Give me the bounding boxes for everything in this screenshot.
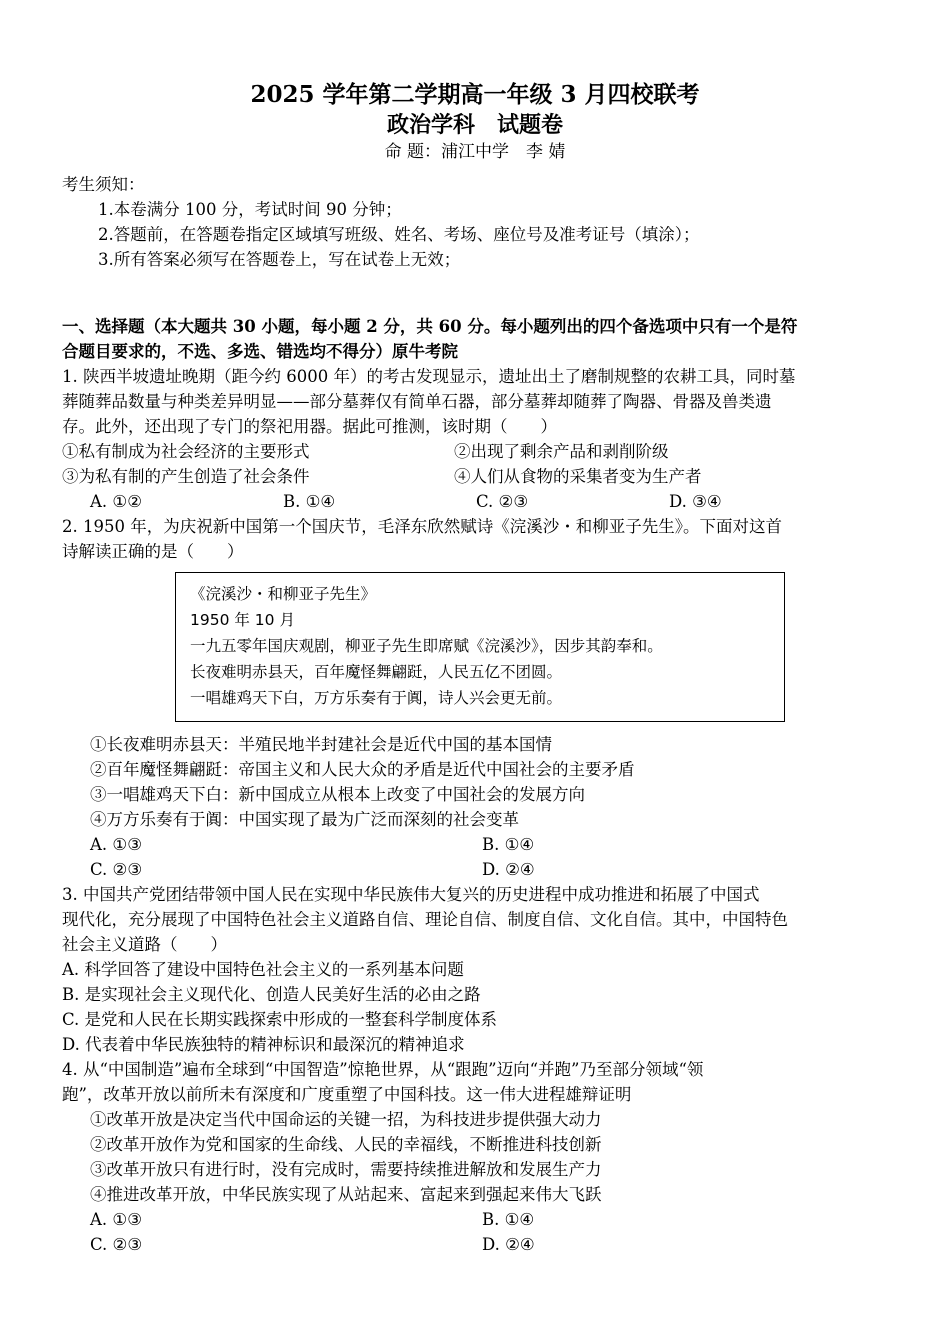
- option-d: D. ②④: [482, 1235, 535, 1254]
- exam-body: [62, 172, 902, 1257]
- question-stem: 1. 陕西半坡遗址晚期（距今约 6000 年）的考古发现显示，遗址出土了磨制规整的农耕工具，同时墓: [62, 367, 796, 386]
- question-stem: 4. 从“中国制造”遍布全球到“中国智造”惊艳世界，从“跟跑”迈向“并跑”乃至部分领域“领: [62, 1060, 704, 1079]
- option-a: A. ①②: [90, 492, 142, 511]
- statement: ④推进改革开放，中华民族实现了从站起来、富起来到强起来伟大飞跃: [90, 1185, 602, 1204]
- option-c: C. ②③: [476, 492, 529, 511]
- option-a: A. ①③: [90, 1210, 142, 1229]
- option-b: B. 是实现社会主义现代化、创造人民美好生活的必由之路: [62, 985, 481, 1004]
- section-heading: [62, 314, 902, 364]
- notice-heading: 考生须知：: [62, 175, 145, 194]
- exam-author: 命 题：浦江中学 李 婧: [384, 142, 566, 162]
- poem-line: 一唱雄鸡天下白，万方乐奏有于阗，诗人兴会更无前。: [190, 689, 563, 707]
- option-d: D. 代表着中华民族独特的精神标识和最深沉的精神追求: [62, 1035, 465, 1054]
- question-1: [62, 364, 902, 514]
- question-stem: 现代化，充分展现了中国特色社会主义道路自信、理论自信、制度自信、文化自信。其中，中国特色: [62, 910, 788, 929]
- question-4: [62, 1057, 902, 1257]
- notice: [62, 172, 902, 272]
- question-stem: 跑”，改革开放以前所未有深度和广度重塑了中国科技。这一伟大进程雄辩证明: [62, 1085, 632, 1104]
- statement: ③改革开放只有进行时，没有完成时，需要持续推进解放和发展生产力: [90, 1160, 602, 1179]
- question-2: [62, 514, 902, 882]
- option-b: B. ①④: [283, 492, 336, 511]
- option-a: A. 科学回答了建设中国特色社会主义的一系列基本问题: [62, 960, 464, 979]
- statement: ④人们从食物的采集者变为生产者: [454, 467, 702, 486]
- option-b: B. ①④: [482, 1210, 535, 1229]
- statement: ④万方乐奏有于阗：中国实现了最为广泛而深刻的社会变革: [90, 810, 519, 829]
- option-c: C. 是党和人民在长期实践探索中形成的一整套科学制度体系: [62, 1010, 498, 1029]
- option-d: D. ③④: [669, 492, 722, 511]
- statement: ②出现了剩余产品和剥削阶级: [454, 442, 669, 461]
- section-heading-line: 一、选择题（本大题共 30 小题，每小题 2 分，共 60 分。每小题列出的四个备选项中只有一个是符: [62, 317, 798, 336]
- option-d: D. ②④: [482, 860, 535, 879]
- question-stem: 诗解读正确的是（ ）: [62, 542, 244, 561]
- statement: ①改革开放是决定当代中国命运的关键一招，为科技进步提供强大动力: [90, 1110, 602, 1129]
- poem-preface: 一九五零年国庆观剧，柳亚子先生即席赋《浣溪沙》，因步其韵奉和。: [190, 637, 663, 655]
- exam-subtitle: 政治学科 试题卷: [386, 112, 563, 138]
- notice-item: 3.所有答案必须写在答题卷上，写在试卷上无效；: [98, 250, 461, 269]
- poem-title: 《浣溪沙・和柳亚子先生》: [190, 585, 377, 603]
- question-stem: 2. 1950 年，为庆祝新中国第一个国庆节，毛泽东欣然赋诗《浣溪沙・和柳亚子先生》。下面对这首: [62, 517, 782, 536]
- option-b: B. ①④: [482, 835, 535, 854]
- statement: ②改革开放作为党和国家的生命线、人民的幸福线，不断推进科技创新: [90, 1135, 602, 1154]
- notice-item: 1.本卷满分 100 分，考试时间 90 分钟；: [98, 200, 402, 219]
- poem-date: 1950 年 10 月: [190, 611, 295, 629]
- question-stem: 社会主义道路（ ）: [62, 935, 227, 954]
- question-stem: 葬随葬品数量与种类差异明显——部分墓葬仅有简单石器，部分墓葬却随葬了陶器、骨器及兽类遗: [62, 392, 772, 411]
- option-c: C. ②③: [90, 1235, 143, 1254]
- exam-title: 2025 学年第二学期高一年级 3 月四校联考: [250, 81, 700, 108]
- question-stem: 存。此外，还出现了专门的祭祀用器。据此可推测，该时期（ ）: [62, 417, 557, 436]
- option-c: C. ②③: [90, 860, 143, 879]
- statement: ③为私有制的产生创造了社会条件: [62, 467, 310, 486]
- question-3: [62, 882, 902, 1057]
- statement: ①长夜难明赤县天：半殖民地半封建社会是近代中国的基本国情: [90, 735, 552, 754]
- poem-box: [175, 572, 785, 722]
- notice-item: 2.答题前，在答题卷指定区域填写班级、姓名、考场、座位号及准考证号（填涂）；: [98, 225, 700, 244]
- header: [0, 80, 950, 164]
- poem-line: 长夜难明赤县天，百年魔怪舞翩跹，人民五亿不团圆。: [190, 663, 563, 681]
- option-a: A. ①③: [90, 835, 142, 854]
- section-heading-line: 合题目要求的，不选、多选、错选均不得分）原牛考院: [62, 342, 458, 361]
- statement: ①私有制成为社会经济的主要形式: [62, 442, 310, 461]
- statement: ③一唱雄鸡天下白：新中国成立从根本上改变了中国社会的发展方向: [90, 785, 585, 804]
- statement: ②百年魔怪舞翩跹：帝国主义和人民大众的矛盾是近代中国社会的主要矛盾: [90, 760, 635, 779]
- question-stem: 3. 中国共产党团结带领中国人民在实现中华民族伟大复兴的历史进程中成功推进和拓展了中国式: [62, 885, 760, 904]
